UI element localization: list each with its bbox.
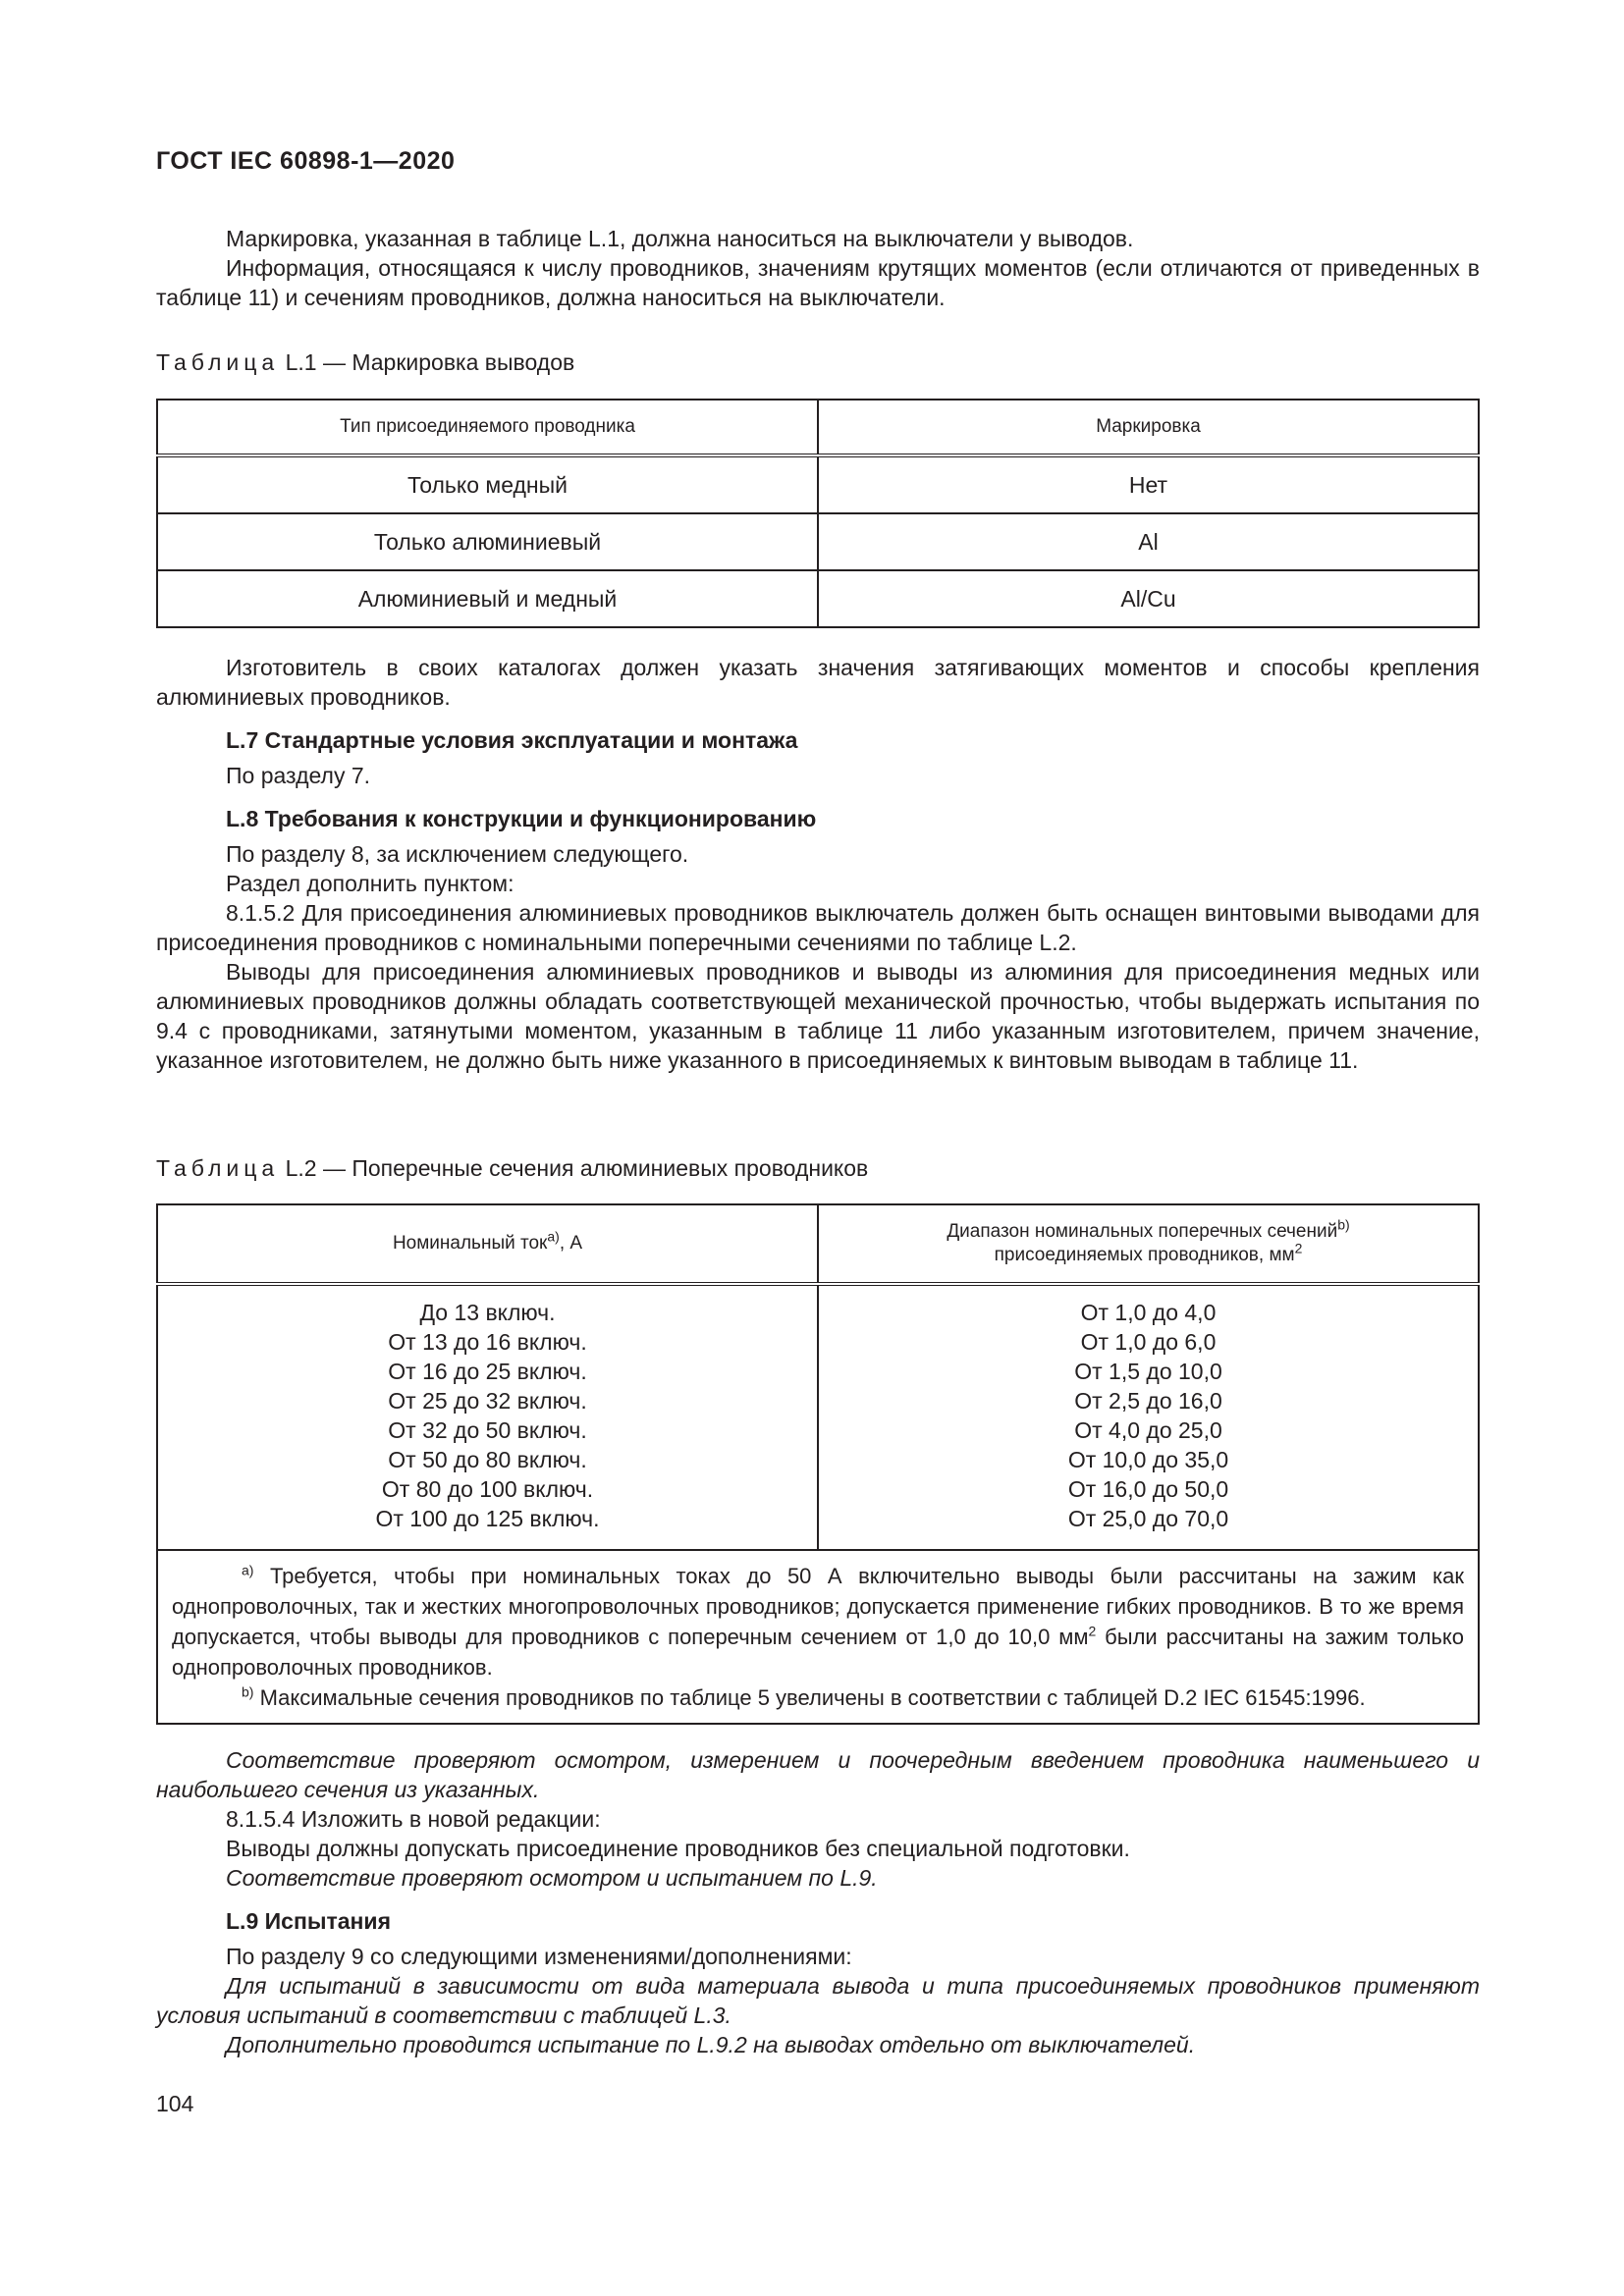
document-header: ГОСТ IEC 60898-1—2020 <box>156 147 456 175</box>
intro-paragraph-1: Маркировка, указанная в таблице L.1, должна наноситься на выключатели у выводов. <box>226 226 1134 251</box>
page-number: 104 <box>156 2091 194 2116</box>
table-notes-row <box>157 1550 1479 1724</box>
list-item: От 2,5 до 16,0 <box>1074 1388 1222 1414</box>
table-notes-cell <box>157 1550 1479 1724</box>
terminals-paragraph: Выводы должны допускать присоединение проводников без специальной подготовки. <box>226 1836 1130 1861</box>
closing-section <box>156 1745 1480 2059</box>
table-cell: Al <box>818 513 1479 570</box>
list-item: От 16 до 25 включ. <box>388 1359 587 1384</box>
table-header-cell <box>157 1204 818 1284</box>
table-header-row <box>157 1204 1479 1284</box>
list-item: От 13 до 16 включ. <box>388 1329 587 1355</box>
table-row <box>157 513 1479 570</box>
table-header-cell: Маркировка <box>818 400 1479 455</box>
table-cell: Алюминиевый и медный <box>157 570 818 627</box>
list-item: От 32 до 50 включ. <box>388 1417 587 1443</box>
table-cell: Только алюминиевый <box>157 513 818 570</box>
main-text-section <box>156 653 1480 1075</box>
l9-paragraph-2: Для испытаний в зависимости от вида материала вывода и типа присоединяемых проводников применяют условия испытаний в соответствии с таблицей L.3. <box>156 1973 1480 2028</box>
list-item: От 1,0 до 6,0 <box>1080 1329 1217 1355</box>
table-row <box>157 570 1479 627</box>
table-cell: Только медный <box>157 455 818 513</box>
table-row <box>157 455 1479 513</box>
list-item: От 80 до 100 включ. <box>381 1476 594 1502</box>
table-cell: Al/Cu <box>818 570 1479 627</box>
list-item: От 50 до 80 включ. <box>388 1447 587 1472</box>
table1-caption <box>156 347 574 377</box>
list-item: От 100 до 125 включ. <box>375 1506 600 1531</box>
l7-paragraph: По разделу 7. <box>226 763 371 788</box>
list-item: От 1,5 до 10,0 <box>1074 1359 1222 1384</box>
table-row <box>157 1284 1479 1550</box>
l9-paragraph-3: Дополнительно проводится испытание по L.9.2 на выводах отдельно от выключателей. <box>226 2032 1196 2057</box>
footnote-mark: а) <box>242 1562 254 1578</box>
table1-caption-text: L.1 — Маркировка выводов <box>285 349 575 375</box>
footnote-a <box>172 1561 1464 1682</box>
table-l2 <box>156 1203 1480 1725</box>
header-section-line2: присоединяемых проводников, мм <box>994 1245 1295 1265</box>
table2-caption <box>156 1153 868 1183</box>
header-section-line1: Диапазон номинальных поперечных сечений <box>947 1221 1338 1242</box>
l9-paragraph-1: По разделу 9 со следующими изменениями/дополнениями: <box>226 1944 852 1969</box>
intro-section <box>156 224 1480 312</box>
list-item: От 10,0 до 35,0 <box>1067 1447 1229 1472</box>
list-item: До 13 включ. <box>419 1300 556 1325</box>
footnote-b <box>172 1682 1464 1713</box>
conformity-paragraph-2: Соответствие проверяют осмотром и испытанием по L.9. <box>226 1865 878 1891</box>
l8-paragraph-4: Выводы для присоединения алюминиевых проводников и выводы из алюминия для присоединения медных или алюминиевых проводников должны обладать соответствующей механической прочностью, чтобы выдержать испытания по 9.4 с проводниками, затянутыми моментом, указанным в таблице 11 либо указанным изготовителем, причем значение, указанное изготовителем, не должно быть ниже указанного в присоединяемых к винтовым выводам в таблице 11. <box>156 959 1480 1073</box>
intro-paragraph-2: Информация, относящаяся к числу проводников, значениям крутящих моментов (если отличаются от приведенных в таблице 11) и сечениям проводников, должна наноситься на выключатели. <box>156 255 1480 310</box>
list-item: От 16,0 до 50,0 <box>1067 1476 1229 1502</box>
manufacturer-paragraph: Изготовитель в своих каталогах должен указать значения затягивающих моментов и способы крепления алюминиевых проводников. <box>156 655 1480 710</box>
table2-caption-text: L.2 — Поперечные сечения алюминиевых проводников <box>285 1155 869 1181</box>
l8-paragraph-3: 8.1.5.2 Для присоединения алюминиевых проводников выключатель должен быть оснащен винтовыми выводами для присоединения проводников с номинальными поперечными сечениями по таблице L.2. <box>156 900 1480 955</box>
l8-paragraph-2: Раздел дополнить пунктом: <box>226 871 514 896</box>
footnote-mark: b) <box>1337 1216 1350 1233</box>
conformity-paragraph-1: Соответствие проверяют осмотром, измерением и поочередным введением проводника наименьшего и наибольшего сечения из указанных. <box>156 1747 1480 1802</box>
table-cell: Нет <box>818 455 1479 513</box>
header-current-unit: , А <box>559 1233 583 1254</box>
footnote-mark: а) <box>547 1228 560 1245</box>
footnote-mark: b) <box>242 1683 254 1700</box>
table2-caption-word: Таблица <box>156 1155 280 1181</box>
footnote-b-text: Максимальные сечения проводников по таблице 5 увеличены в соответствии с таблицей D.2 IEC 61545:1996. <box>253 1685 1366 1710</box>
table-l1 <box>156 399 1480 628</box>
l8-paragraph-1: По разделу 8, за исключением следующего. <box>226 841 689 867</box>
section-heading-l9: L.9 Испытания <box>226 1908 391 1934</box>
section-heading-l7: L.7 Стандартные условия эксплуатации и монтажа <box>226 727 798 753</box>
footnote-a-text-1: Требуется, чтобы при номинальных токах до 50 А включительно выводы были рассчитаны на зажим как однопроволочных, так и жестких многопроволочных проводников; допускается применение гибких проводников. В то же время допускается, чтобы выводы для проводников с поперечным сечением от 1,0 до 10,0 мм <box>172 1564 1464 1649</box>
table-header-row <box>157 400 1479 455</box>
list-item: От 4,0 до 25,0 <box>1074 1417 1222 1443</box>
list-item: От 1,0 до 4,0 <box>1080 1300 1217 1325</box>
table-header-cell: Тип присоединяемого проводника <box>157 400 818 455</box>
table1-caption-word: Таблица <box>156 349 280 375</box>
section-values-cell <box>818 1284 1479 1550</box>
list-item: От 25,0 до 70,0 <box>1067 1506 1229 1531</box>
header-current-label: Номинальный ток <box>392 1233 548 1254</box>
unit-superscript: 2 <box>1088 1623 1097 1639</box>
footnote-a-text-2: были рассчитаны на зажим только однопроволочных проводников. <box>172 1625 1464 1680</box>
unit-superscript: 2 <box>1294 1240 1303 1256</box>
section-heading-l8: L.8 Требования к конструкции и функционированию <box>226 806 817 831</box>
list-item: От 25 до 32 включ. <box>388 1388 587 1414</box>
current-values-cell <box>157 1284 818 1550</box>
table-header-cell <box>818 1204 1479 1284</box>
clause-8154-paragraph: 8.1.5.4 Изложить в новой редакции: <box>226 1806 601 1832</box>
